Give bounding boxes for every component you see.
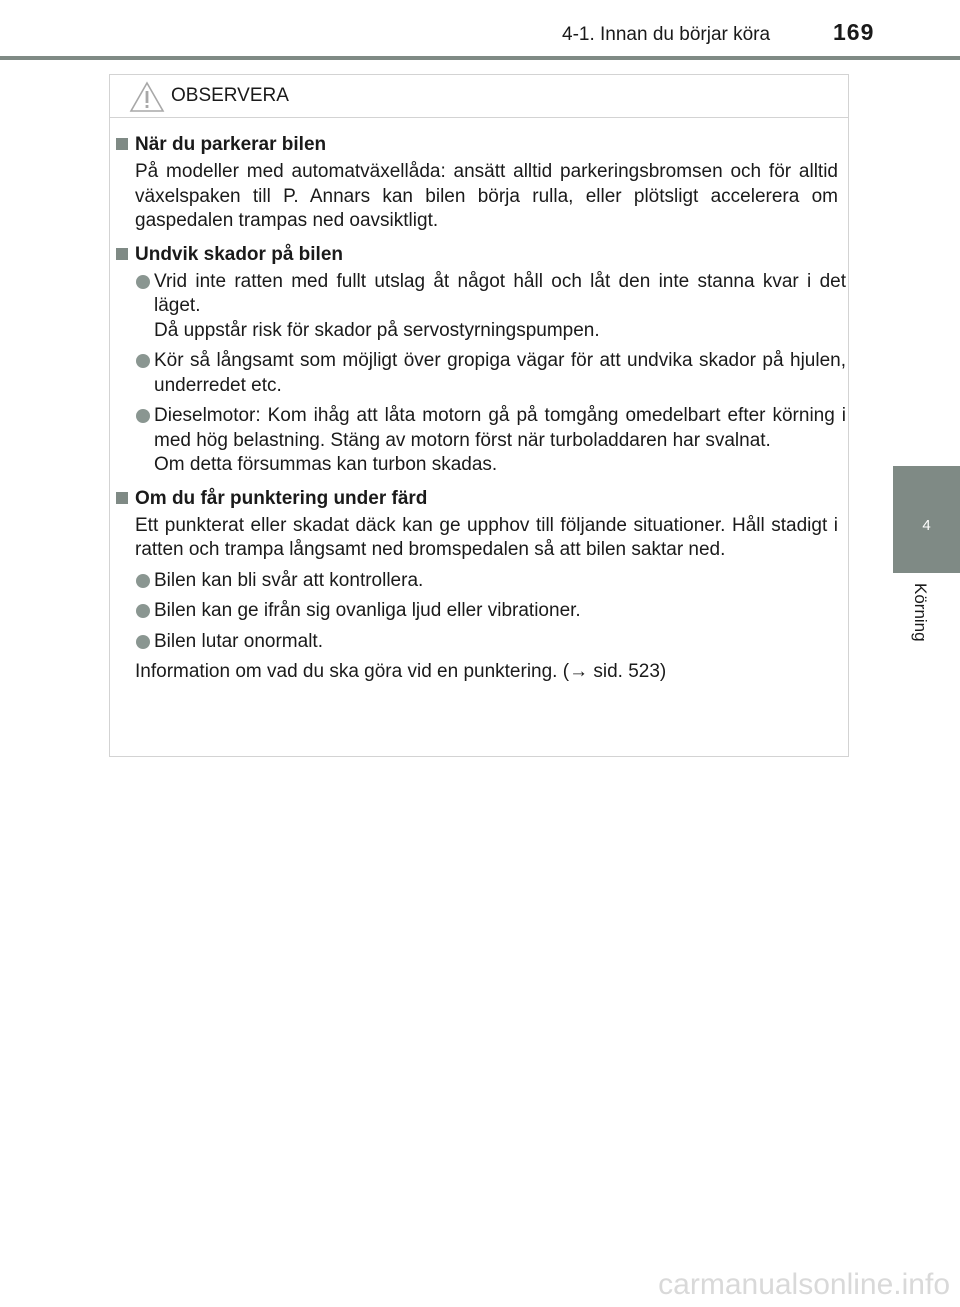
circle-bullet-icon <box>136 354 150 368</box>
section-heading-text: När du parkerar bilen <box>135 134 327 155</box>
caution-body <box>116 132 846 691</box>
list-item-text: Bilen kan ge ifrån sig ovanliga ljud eller vibrationer. <box>154 600 581 621</box>
chapter-title: 4-1. Innan du börjar köra <box>562 24 771 45</box>
list-item-note: Då uppstår risk för skador på servostyrningspumpen. <box>154 319 600 341</box>
chapter-tab[interactable] <box>893 466 960 573</box>
list-item-text: Dieselmotor: Kom ihåg att låta motorn gå på tomgång omedelbart efter körning i med hög belastning. Stäng av motorn först när turboladdaren har svalnat. <box>154 405 846 451</box>
list-item-text: Kör så långsamt som möjligt över gropiga vägar för att undvika skador på hjulen, underredet etc. <box>154 350 846 396</box>
list-item-text: Bilen kan bli svår att kontrollera. <box>154 569 424 591</box>
list-item-text: Vrid inte ratten med fullt utslag åt något håll och låt den inte stanna kvar i det läget. <box>154 270 846 316</box>
chapter-tab-label: Körning <box>911 583 930 642</box>
circle-bullet-icon <box>136 635 150 649</box>
list-item <box>154 270 846 344</box>
list-item-note: Om detta försummas kan turbon skadas. <box>154 454 498 475</box>
header-rule <box>0 56 960 60</box>
section-heading-text: Undvik skador på bilen <box>135 243 343 265</box>
list-item <box>154 349 846 398</box>
square-bullet-icon <box>116 138 128 150</box>
circle-bullet-icon <box>136 604 150 618</box>
section-heading-text: Om du får punktering under färd <box>135 487 428 509</box>
caution-title: OBSERVERA <box>171 85 289 106</box>
square-bullet-icon <box>116 248 128 260</box>
list-item <box>154 569 846 594</box>
page-number: 169 <box>833 19 875 45</box>
warning-triangle-icon <box>129 81 165 113</box>
circle-bullet-icon <box>136 275 150 289</box>
section-paragraph: Ett punkterat eller skadat däck kan ge upphov till följande situationer. Håll stadigt i ratten och trampa långsamt ned bromspedalen så att bilen saktar ned. <box>135 514 838 560</box>
page-reference[interactable]: Information om vad du ska göra vid en punktering. (→ sid. 523) <box>135 661 667 682</box>
list-item <box>154 630 846 655</box>
caution-header <box>110 75 848 118</box>
chapter-tab-number: 4 <box>922 517 931 534</box>
list-item <box>154 599 846 624</box>
caution-box <box>109 74 849 757</box>
square-bullet-icon <box>116 492 128 504</box>
list-item <box>154 404 846 478</box>
watermark: carmanualsonline.info <box>658 1268 950 1301</box>
circle-bullet-icon <box>136 574 150 588</box>
section-paragraph: På modeller med automatväxellåda: ansätt alltid parkeringsbromsen och för alltid växelspaken till P. Annars kan bilen börja rulla, eller plötsligt accelerera om gaspedalen trampas ned oavsiktligt. <box>135 161 838 231</box>
list-item-text: Bilen lutar onormalt. <box>154 630 323 652</box>
section-heading <box>116 242 846 267</box>
section-heading <box>116 486 846 511</box>
section-heading <box>116 132 846 157</box>
circle-bullet-icon <box>136 409 150 423</box>
